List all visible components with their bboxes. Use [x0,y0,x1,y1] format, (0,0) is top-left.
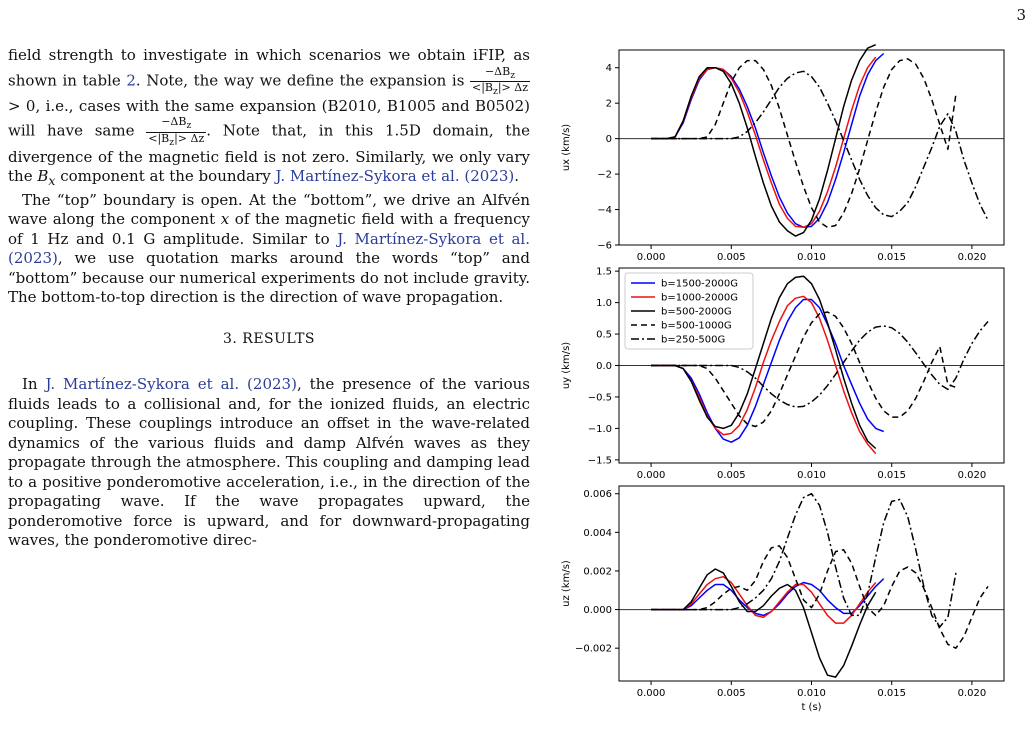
y-tick-label: −0.5 [587,392,612,404]
bx-symbol: B [37,167,49,186]
bx-subscript: x [48,173,56,189]
y-tick-label: 0.5 [596,329,612,341]
text-column [8,46,530,551]
y-tick-label: 0.0 [596,361,612,372]
p1-text-e: . [514,167,520,186]
y-axis-label: ux (km/s) [561,123,572,172]
y-tick-label: −4 [597,205,612,217]
x-tick-label: 0.005 [716,688,746,699]
fraction-denominator-tail: |> Δz [497,80,529,94]
plot-frame [619,50,1004,245]
fraction2-numerator-sub: z [186,120,192,132]
x-axis-label: t (s) [801,702,822,713]
fraction-denominator-sub: z [493,85,498,97]
p3-text-a: In [22,375,46,394]
legend-entry: b=1000-2000G [661,292,738,304]
x-tick-label: 0.005 [716,252,746,263]
y-tick-label: 2 [605,98,612,110]
x-tick-label: 0.015 [877,470,907,481]
legend-entry: b=1500-2000G [661,278,738,290]
p2-text-c: , we use quotation marks around the words “top” and “bottom” because our numerical experiments do not include gravity. The bottom-to-top direction is the direction of wave propagation. [8,249,530,307]
y-tick-label: −1.0 [587,423,612,435]
legend-entry: b=500-1000G [661,320,732,332]
x-tick-label: 0.020 [957,470,987,481]
y-tick-label: 1.5 [596,266,612,278]
fraction2-denominator-sub: z [169,136,175,148]
y-tick-label: 0.004 [583,527,612,539]
paragraph-1 [8,46,530,191]
figure-svg [555,40,1015,740]
p2-text-a: The “top” boundary is open. At the “bottom”, we drive an Alfvén wave along the component [8,190,530,229]
fraction-numerator-sub: z [510,69,516,81]
x-tick-label: 0.015 [877,252,907,263]
x-tick-label: 0.010 [797,688,826,699]
paragraph-2 [8,191,530,308]
expansion-fraction [470,66,530,97]
x-tick-label: 0.010 [797,470,826,481]
citation-link-3[interactable]: J. Martínez-Sykora et al. (2023) [45,375,297,394]
y-axis-label: uz (km/s) [561,560,572,607]
p3-text-b: , the presence of the various fluids leads to a collisional and, for the ionized fluids, an electric coupling. These couplings introduce an offset in the wave-related dynamics of the various fluids and damp Alfvén waves as they propagate through the atmosphere. This coupling and damping lead to a positive ponderomotive acceleration, i.e., in the direction of the propagating wave. If the wave propagates upward, the ponderomotive force is upward, and for downward-propagating waves, the ponderomotive direc- [8,375,530,550]
x-tick-label: 0.005 [716,470,746,481]
fraction2-denominator: <|B [148,131,170,145]
page-number: 3 [1016,6,1026,24]
p1-text-b: . Note, the way we define the expansion is [135,71,470,90]
x-tick-label: 0.015 [877,688,907,699]
series-line-4 [651,546,988,648]
x-tick-label: 0.010 [797,252,826,263]
y-tick-label: 0.000 [583,605,612,617]
y-axis-label: uy (km/s) [561,341,572,390]
y-tick-label: 1.0 [596,298,612,310]
plot-frame [619,486,1004,681]
y-tick-label: 0.002 [583,566,612,578]
y-tick-label: 0 [605,134,612,146]
table-reference-link[interactable]: 2 [126,71,136,90]
x-tick-label: 0.020 [957,688,987,699]
legend-entry: b=250-500G [661,334,726,346]
series-line-3 [651,45,876,236]
y-tick-label: −1.5 [587,455,612,467]
paragraph-3 [8,375,530,551]
y-tick-label: −0.002 [574,643,612,655]
x-symbol: x [220,210,230,229]
series-line-2 [651,57,876,227]
p1-text-c: . Note that, in this 1.5D domain, the divergence of the magnetic field is not zero. Similarly, we only vary the [8,122,530,186]
p1-text-gt: > 0, i.e., cases with the same expansion (B2010, B1005 and B0502) will have same [8,96,530,141]
expansion-fraction-2 [146,116,206,147]
y-tick-label: −2 [597,169,612,181]
fraction-numerator: −ΔB [484,64,511,78]
legend-entry: b=500-2000G [661,306,732,318]
chart-panel-2 [561,267,1004,481]
p2-text-b: of the magnetic field with a frequency of 1 Hz and 0.1 G amplitude. Similar to [8,210,530,248]
figure-velocity-panels [555,40,1015,740]
chart-panel-3 [561,486,1004,713]
citation-link-1[interactable]: J. Martínez-Sykora et al. (2023) [275,167,515,186]
p1-text-a: field strength to investigate in which scenarios we obtain iFIP, as shown in table [8,46,530,90]
section-heading: 3. RESULTS [222,330,316,347]
p1-text-d: component at the boundary [55,167,276,186]
fraction2-denominator-tail: |> Δz [174,131,205,145]
x-tick-label: 0.000 [636,688,666,699]
citation-link-2[interactable]: J. Martínez-Sykora et al. (2023) [8,229,530,268]
fraction2-numerator: −ΔB [161,115,187,129]
legend [625,273,753,349]
y-tick-label: −6 [597,240,612,252]
chart-panel-1 [561,45,1004,263]
x-tick-label: 0.000 [636,252,666,263]
x-tick-label: 0.000 [636,470,666,481]
y-tick-label: 4 [605,63,612,75]
fraction-denominator: <|B [472,80,494,94]
x-tick-label: 0.020 [957,252,987,263]
y-tick-label: 0.006 [583,489,612,501]
